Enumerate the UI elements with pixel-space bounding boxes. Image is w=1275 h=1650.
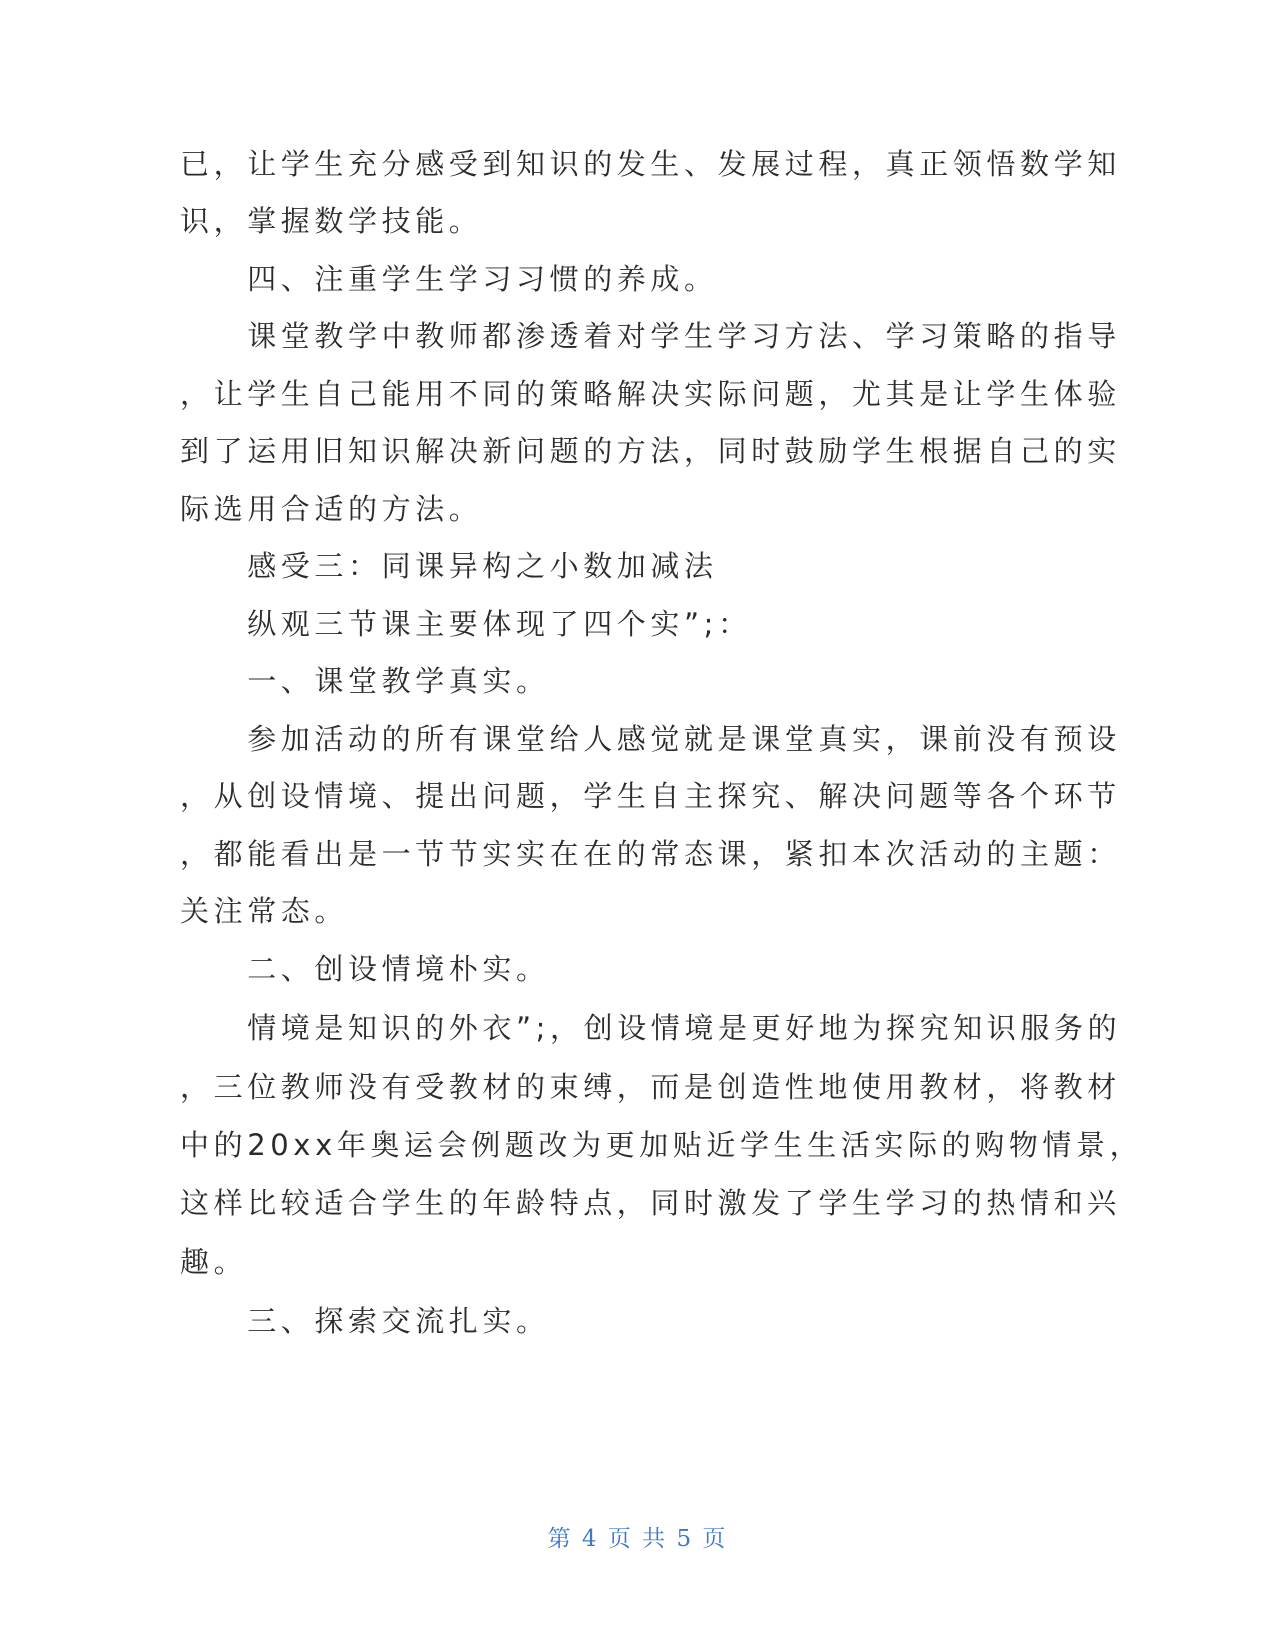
text-line: 纵观三节课主要体现了四个实”;： <box>180 607 752 641</box>
section-heading: 三、探索交流扎实。 <box>180 1304 550 1338</box>
text-line: 参加活动的所有课堂给人感觉就是课堂真实，课前没有预设 <box>180 722 1121 756</box>
page-footer: 第 4 页 共 5 页 <box>547 1526 728 1552</box>
text-line: 关注常态。 <box>180 894 349 928</box>
text-line: ，让学生自己能用不同的策略解决实际问题，尤其是让学生体验 <box>180 377 1121 411</box>
text-line: 识，掌握数学技能。 <box>180 204 483 238</box>
text-line: ，从创设情境、提出问题，学生自主探究、解决问题等各个环节 <box>180 779 1121 813</box>
text-line: 际选用合适的方法。 <box>180 492 483 526</box>
text-line: ，都能看出是一节节实实在在的常态课，紧扣本次活动的主题： <box>180 837 1121 871</box>
section-heading: 感受三：同课异构之小数加减法 <box>180 549 718 583</box>
text-line: 情境是知识的外衣”;，创设情境是更好地为探究知识服务的 <box>180 1011 1122 1045</box>
section-heading: 二、创设情境朴实。 <box>180 952 550 986</box>
text-line: 中的20xx年奥运会例题改为更加贴近学生生活实际的购物情景， <box>180 1128 1144 1162</box>
section-heading: 四、注重学生学习习惯的养成。 <box>180 262 718 296</box>
text-line: 到了运用旧知识解决新问题的方法，同时鼓励学生根据自己的实 <box>180 434 1121 468</box>
text-line: 这样比较适合学生的年龄特点，同时激发了学生学习的热情和兴 <box>180 1186 1121 1220</box>
section-heading: 一、课堂教学真实。 <box>180 664 550 698</box>
text-line: ，三位教师没有受教材的束缚，而是创造性地使用教材，将教材 <box>180 1070 1121 1104</box>
text-line: 已，让学生充分感受到知识的发生、发展过程，真正领悟数学知 <box>180 147 1121 181</box>
text-line: 趣。 <box>180 1245 248 1279</box>
text-line: 课堂教学中教师都渗透着对学生学习方法、学习策略的指导 <box>180 319 1121 353</box>
